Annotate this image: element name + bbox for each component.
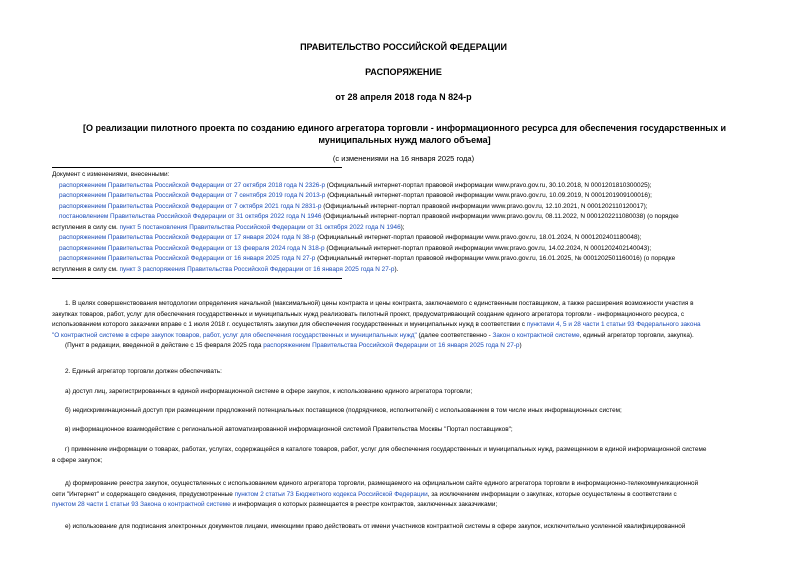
paragraph-line: б) недискриминационный доступ при размещении предложений потенциальных поставщиков (подрядчиков, исполнителей) с использованием в том числе иных информационных систем; (65, 407, 622, 414)
history-intro: Документ с изменениями, внесенными: (52, 171, 170, 178)
amendment-link[interactable]: распоряжением Правительства Российской Федерации от 16 января 2025 года N 27-р (263, 342, 520, 349)
paragraph-2b (52, 406, 757, 417)
history-item (52, 244, 757, 255)
paragraph-line (52, 490, 757, 501)
history-item-continuation (52, 265, 757, 276)
paragraph-line: в сфере закупок; (52, 456, 103, 464)
paragraph-line (52, 341, 757, 352)
paragraph-text: использованием которого заказчики вправе с 1 июля 2018 г. осуществлять закупки для обеспечения государственных и муниципальных нужд в соответствии с (52, 321, 527, 328)
amendment-link[interactable]: постановлением Правительства Российской Федерации от 31 октября 2022 года N 1946 (59, 213, 322, 220)
paragraph-text: сети "Интернет" и содержащего сведения, предусмотренные (52, 490, 235, 498)
history-item (52, 181, 757, 192)
effective-date-link[interactable]: пункт 5 постановления Правительства Российской Федерации от 31 октября 2022 года N 1946 (119, 223, 401, 231)
history-item-text: (Официальный интернет-портал правовой информации www.pravo.gov.ru, 14.02.2024, N 0001202402140043); (324, 244, 652, 252)
history-item (52, 191, 757, 202)
paragraph-2a (52, 387, 757, 398)
history-item-text: (Официальный интернет-портал правовой информации www.pravo.gov.ru, 30.10.2018, N 0001201810300025); (325, 181, 652, 189)
history-item-text: (Официальный интернет-портал правовой информации www.pravo.gov.ru, 12.10.2021, N 0001202110120017); (321, 202, 648, 210)
paragraph-line: в) информационное взаимодействие с региональной автоматизированной информационной системой Правительства Москвы "Портал поставщиков"; (65, 426, 513, 433)
law-article-link[interactable]: пунктами 4, 5 и 28 части 1 статьи 93 Федерального закона (526, 321, 701, 328)
history-item-text: вступления в силу см. (52, 265, 120, 273)
amendment-link[interactable]: распоряжением Правительства Российской Федерации от 7 октября 2021 года N 2831-р (59, 202, 322, 210)
paragraph-2d (52, 479, 757, 511)
amendment-link[interactable]: распоряжением Правительства Российской Федерации от 16 января 2025 года N 27-р (59, 255, 316, 262)
government-heading: ПРАВИТЕЛЬСТВО РОССИЙСКОЙ ФЕДЕРАЦИИ (300, 42, 507, 52)
history-item-text: (Официальный интернет-портал правовой информации www.pravo.gov.ru, 08.11.2022, N 0001202211080038) (о порядке (321, 213, 679, 220)
history-item-text: (Официальный интернет-портал правовой информации www.pravo.gov.ru, 16.01.2025, № 0001202501160016) (о порядке (315, 255, 676, 262)
paragraph-line (52, 320, 757, 331)
paragraph-text: (далее соответственно - (416, 331, 493, 339)
amendment-link[interactable]: распоряжением Правительства Российской Федерации от 27 октября 2018 года N 2326-р (59, 181, 326, 189)
history-item-continuation (52, 223, 757, 234)
history-item (52, 233, 757, 244)
history-item-text: вступления в силу см. (52, 223, 120, 231)
paragraph-text: ) (519, 342, 522, 349)
paragraph-text: и информация о которых размещается в реестре контрактов, заключенных заказчиками; (230, 501, 498, 508)
paragraph-line: закупках товаров, работ, услуг для обеспечения государственных и муниципальных нужд реализовать пилотный проект, предусматривающий создание единого агрегатора торговли - информационного ресурса, с (52, 310, 685, 318)
paragraph-line: г) применение информации о товарах, работах, услугах, содержащейся в каталоге товаров, работ, услуг для обеспечения государственных и муниципальных нужд, размещенном в единой информационной системе (65, 446, 707, 453)
history-item (52, 254, 757, 265)
paragraph-line: д) формирование реестра закупок, осуществленных с использованием единого агрегатора торговли, размещаемого на официальном сайте единого агрегатора торговли в информационно-телекоммуникационной (65, 480, 699, 487)
paragraph-2g (52, 445, 757, 466)
history-top-divider (52, 167, 342, 168)
document-date-number: от 28 апреля 2018 года N 824-р (335, 92, 472, 102)
document-title: [О реализации пилотного проекта по созданию единого агрегатора торговли - информационного ресурса для обеспечения государственных и муниципальных нужд малого объема] (82, 123, 727, 145)
amendment-link[interactable]: распоряжением Правительства Российской Федерации от 13 февраля 2024 года N 318-р (59, 244, 325, 252)
paragraph-line (52, 331, 757, 342)
contract-system-law-link[interactable]: Закон о контрактной системе (492, 331, 580, 339)
amendment-link[interactable]: распоряжением Правительства Российской Федерации от 17 января 2024 года N 38-р (59, 234, 316, 241)
history-item (52, 212, 757, 223)
amendment-history (52, 170, 757, 275)
paragraph-text: , за исключением информации о закупках, которые осуществлены в соответствии с (427, 490, 677, 498)
history-item-text: ). (394, 265, 399, 273)
changes-note: (с изменениями на 16 января 2025 года) (332, 154, 475, 163)
paragraph-2v (52, 425, 757, 436)
paragraph-line (52, 500, 757, 511)
paragraph-2 (52, 367, 757, 378)
paragraph-1 (52, 299, 757, 352)
history-item-text: (Официальный интернет-портал правовой информации www.pravo.gov.ru, 10.09.2019, N 0001201909100016); (325, 192, 652, 199)
history-item-text: (Официальный интернет-портал правовой информации www.pravo.gov.ru, 18.01.2024, N 0001202401180048); (315, 234, 642, 241)
amendment-link[interactable]: распоряжением Правительства Российской Федерации от 7 сентября 2019 года N 2013-р (59, 192, 326, 199)
paragraph-2e (52, 522, 757, 533)
history-item (52, 202, 757, 213)
effective-date-link[interactable]: пункт 3 распоряжения Правительства Российской Федерации от 16 января 2025 года N 27-р (119, 265, 395, 273)
document-type-heading: РАСПОРЯЖЕНИЕ (365, 67, 442, 77)
paragraph-line: е) использование для подписания электронных документов лицами, имеющими право действовать от имени участников контрактной системы в сфере закупок, исключительно усиленной квалифицированной (65, 523, 686, 530)
history-item-text: ); (400, 223, 405, 231)
paragraph-line: а) доступ лиц, зарегистрированных в единой информационной системе в сфере закупок, к использованию единого агрегатора торговли; (65, 388, 473, 395)
paragraph-text: , единый агрегатор торговли, закупка). (579, 331, 694, 339)
law-article-link[interactable]: пунктом 28 части 1 статьи 93 Закона о контрактной системе (52, 501, 231, 508)
budget-code-link[interactable]: пунктом 2 статьи 73 Бюджетного кодекса Российской Федерации (234, 490, 428, 498)
paragraph-line: 1. В целях совершенствования методологии определения начальной (максимальной) цены контракта и цены контракта, заключаемого с единственным поставщиком, а также расширения возможности участия в (65, 300, 694, 307)
paragraph-text: (Пункт в редакции, введенной в действие с 15 февраля 2025 года (65, 342, 264, 349)
paragraph-line: 2. Единый агрегатор торговли должен обеспечивать: (65, 368, 222, 375)
history-bottom-divider (52, 278, 342, 279)
federal-law-link[interactable]: "О контрактной системе в сфере закупок товаров, работ, услуг для обеспечения государственных и муниципальных нужд" (52, 331, 417, 339)
